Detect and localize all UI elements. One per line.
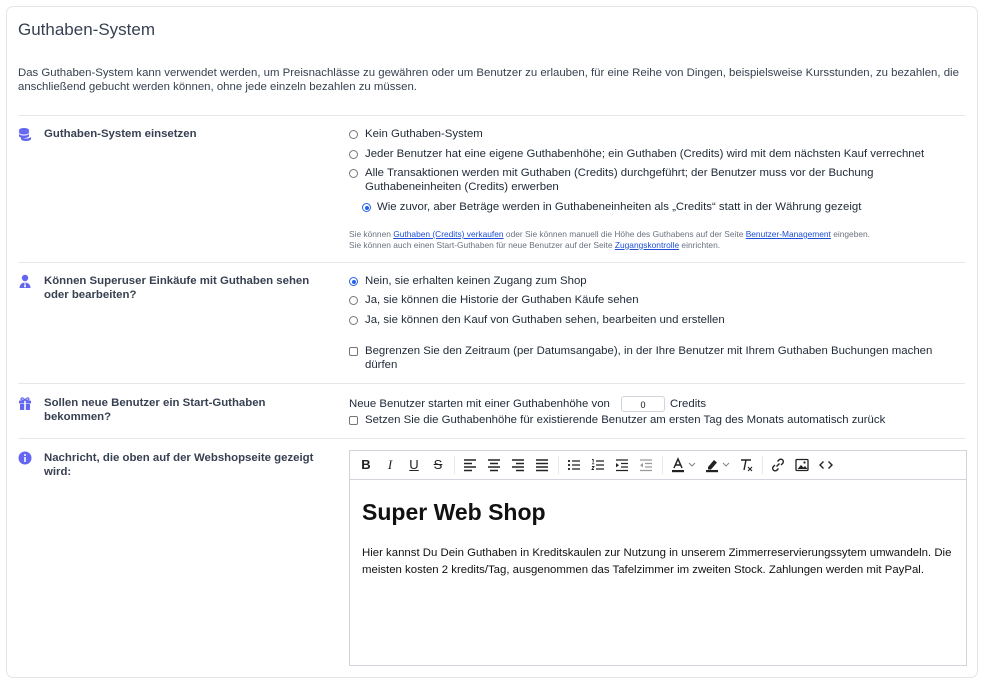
limit-period-label: Begrenzen Sie den Zeitraum (per Datumsangabe), in der Ihre Benutzer mit Ihrem Guthaben Buchungen machen dürfen: [365, 345, 933, 371]
divider: [18, 115, 965, 116]
editor-heading: Super Web Shop: [362, 499, 546, 525]
note-text: einrichten.: [679, 239, 721, 250]
start-credit-label: Sollen neue Benutzer ein Start-Guthaben bekommen?: [44, 397, 266, 423]
underline-button[interactable]: U: [409, 457, 419, 472]
divider: [18, 438, 965, 439]
outdent-icon[interactable]: [638, 457, 654, 473]
divider: [18, 262, 965, 263]
code-icon[interactable]: [818, 457, 834, 473]
start-credit-suffix: Credits: [670, 398, 707, 410]
superuser-option-view-history-radio[interactable]: [349, 296, 358, 305]
clear-format-icon[interactable]: [738, 457, 754, 473]
reset-monthly-checkbox[interactable]: [349, 416, 358, 425]
numbered-list-icon[interactable]: [590, 457, 606, 473]
align-center-icon[interactable]: [486, 457, 502, 473]
credit-system-label: Guthaben-System einsetzen: [44, 128, 197, 140]
chevron-down-icon[interactable]: [688, 457, 696, 473]
coins-icon: [18, 127, 32, 141]
credit-option-all-credits-radio[interactable]: [349, 169, 358, 178]
superuser-option-label: Ja, sie können die Historie der Guthaben Käufe sehen: [365, 294, 639, 306]
credit-option-show-credits-radio[interactable]: [362, 203, 371, 212]
link-icon[interactable]: [770, 457, 786, 473]
superuser-option-label: Nein, sie erhalten keinen Zugang zum Shop: [365, 275, 587, 287]
credit-help-note: [349, 229, 964, 250]
start-credit-prefix: Neue Benutzer starten mit einer Guthabenhöhe von: [349, 398, 610, 410]
superuser-label: Können Superuser Einkäufe mit Guthaben sehen oder bearbeiten?: [44, 275, 310, 301]
indent-icon[interactable]: [614, 457, 630, 473]
toolbar-separator: [454, 456, 455, 474]
gift-icon: [18, 396, 32, 410]
rich-text-editor[interactable]: [349, 450, 967, 666]
align-left-icon[interactable]: [462, 457, 478, 473]
superuser-option-edit-radio[interactable]: [349, 316, 358, 325]
superuser-option-no-access-radio[interactable]: [349, 277, 358, 286]
limit-period-checkbox[interactable]: [349, 347, 358, 356]
align-right-icon[interactable]: [510, 457, 526, 473]
highlight-icon[interactable]: [704, 457, 720, 473]
credit-option-label: Jeder Benutzer hat eine eigene Guthabenhöhe; ein Guthaben (Credits) wird mit dem nächsten Kauf verrechnet: [365, 148, 925, 160]
credit-option-label: Alle Transaktionen werden mit Guthaben (Credits) durchgeführt; der Benutzer muss vor der Buchung Guthabeneinheiten (Credits) erwerben: [365, 167, 874, 193]
image-icon[interactable]: [794, 457, 810, 473]
reset-monthly-label: Setzen Sie die Guthabenhöhe für existierende Benutzer am ersten Tag des Monats automatisch zurück: [365, 414, 886, 426]
credit-option-label: Wie zuvor, aber Beträge werden in Guthabeneinheiten als „Credits“ statt in der Währung gezeigt: [377, 201, 862, 213]
page-title: Guthaben-System: [18, 20, 156, 39]
note-text: Sie können auch einen Start-Guthaben für neue Benutzer auf der Seite: [349, 239, 615, 250]
message-label: Nachricht, die oben auf der Webshopseite gezeigt wird:: [44, 452, 314, 478]
credit-option-none-radio[interactable]: [349, 130, 358, 139]
user-management-link[interactable]: Benutzer-Management: [745, 229, 831, 239]
editor-paragraph: Hier kannst Du Dein Guthaben in Kreditskaulen zur Nutzung in unserem Zimmerreservierungssytem umwandeln. Die meisten kosten 2 kredits/Tag, ausgenommen das Tafelzimmer im zweiten Stock. Zahlungen werden mit PayPal.: [362, 547, 952, 576]
toolbar-separator: [558, 456, 559, 474]
text-color-icon[interactable]: [670, 457, 686, 473]
bullet-list-icon[interactable]: [566, 457, 582, 473]
chevron-down-icon[interactable]: [722, 457, 730, 473]
start-credit-input[interactable]: 0: [621, 396, 665, 412]
italic-button[interactable]: I: [387, 457, 393, 472]
user-tie-icon: [18, 274, 32, 288]
note-text: Sie können: [349, 229, 394, 239]
toolbar-separator: [662, 456, 663, 474]
editor-toolbar: [350, 451, 966, 480]
note-text: oder Sie können manuell die Höhe des Guthabens auf der Seite: [503, 229, 746, 239]
divider: [18, 383, 965, 384]
access-control-link[interactable]: Zugangskontrolle: [614, 239, 680, 250]
note-text: eingeben.: [830, 229, 871, 239]
toolbar-separator: [762, 456, 763, 474]
strikethrough-button[interactable]: S: [433, 457, 443, 472]
credit-option-label: Kein Guthaben-System: [365, 128, 483, 140]
intro-text: Das Guthaben-System kann verwendet werden, um Preisnachlässe zu gewähren oder um Benutzer zu erlauben, für eine Reihe von Dingen, beispielsweise Kursstunden, zu bezahlen, die anschließend gebucht werden können, ohne jede einzeln bezahlen zu müssen.: [18, 67, 959, 93]
superuser-option-label: Ja, sie können den Kauf von Guthaben sehen, bearbeiten und erstellen: [365, 314, 725, 326]
info-icon: [18, 451, 32, 465]
bold-button[interactable]: B: [361, 457, 371, 472]
align-justify-icon[interactable]: [534, 457, 550, 473]
sell-credits-link[interactable]: Guthaben (Credits) verkaufen: [393, 229, 504, 239]
credit-option-per-user-radio[interactable]: [349, 150, 358, 159]
